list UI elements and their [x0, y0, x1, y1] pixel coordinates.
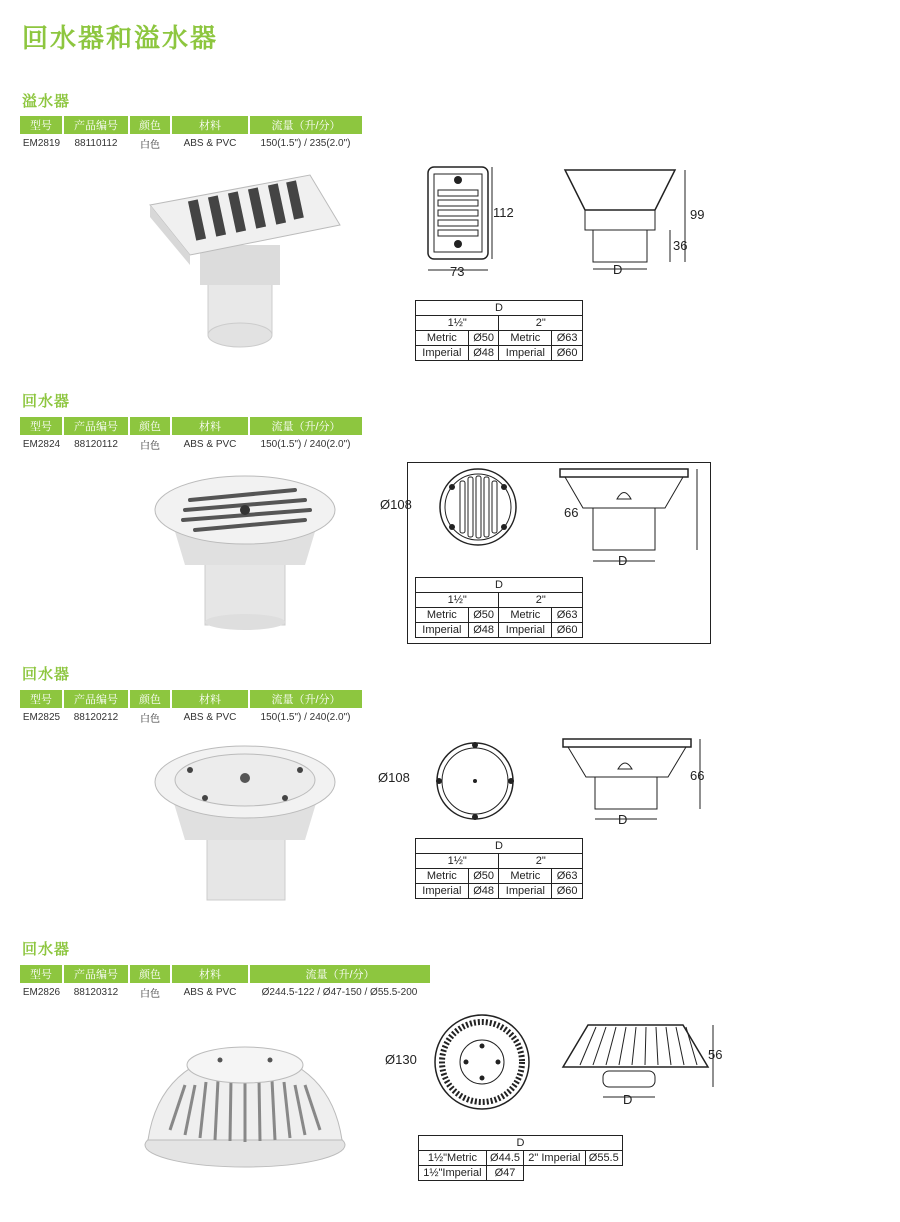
drawing-top-em2826	[425, 1012, 540, 1112]
cell-color: 白色	[140, 989, 160, 1000]
drawing-top-em2824	[430, 465, 530, 555]
dim-a-4: Ø130	[385, 1052, 417, 1067]
th-color: 颜色	[129, 116, 171, 134]
d4-r2b: Ø47	[486, 1166, 523, 1181]
th-code: 产品编号	[63, 965, 129, 983]
cell-code: 88120312	[73, 987, 119, 998]
th-material: 材料	[171, 417, 249, 435]
th-flow: 流量（升/分）	[249, 116, 362, 134]
cell-color: 白色	[140, 714, 160, 725]
th-flow: 流量（升/分）	[249, 965, 430, 983]
th-model: 型号	[20, 690, 63, 708]
d-table-1	[415, 300, 583, 361]
drawing-side-em2826	[558, 1015, 723, 1110]
drawing-top-em2819	[420, 162, 520, 287]
cell-model: EM2819	[22, 138, 61, 149]
th-material: 材料	[171, 116, 249, 134]
drawing-side-em2819	[560, 165, 700, 275]
th-color: 颜色	[129, 417, 171, 435]
d-table-head: D	[419, 1136, 623, 1151]
d-metric: Metric	[499, 608, 552, 623]
d4-empty	[524, 1166, 623, 1181]
dim-d-1: 36	[673, 238, 688, 253]
th-flow: 流量（升/分）	[249, 417, 362, 435]
d-imperial: Imperial	[499, 623, 552, 638]
table-row	[20, 435, 362, 452]
d-m2: Ø63	[552, 331, 583, 346]
cell-flow: 150(1.5") / 235(2.0")	[260, 138, 351, 149]
d-i1: Ø48	[468, 623, 499, 638]
spec-table-2	[20, 417, 362, 452]
cell-material: ABS & PVC	[183, 138, 237, 149]
dim-a-3: Ø108	[378, 770, 410, 785]
cell-material: ABS & PVC	[183, 712, 237, 723]
product-image-em2819	[140, 165, 350, 360]
cell-flow: Ø244.5-122 / Ø47-150 / Ø55.5-200	[261, 987, 418, 998]
drawing-side-em2825	[560, 737, 710, 832]
d-m2: Ø63	[552, 608, 583, 623]
d-m1: Ø50	[468, 869, 499, 884]
d-imperial: Imperial	[499, 346, 552, 361]
table-row	[20, 708, 362, 725]
dim-b-2: 66	[564, 505, 579, 520]
d-i2: Ø60	[552, 623, 583, 638]
d-i1: Ø48	[468, 884, 499, 899]
cell-model: EM2825	[22, 712, 61, 723]
d-size2: 2"	[499, 854, 583, 869]
d-imperial: Imperial	[416, 346, 469, 361]
d-metric: Metric	[499, 869, 552, 884]
d-i2: Ø60	[552, 346, 583, 361]
th-code: 产品编号	[63, 116, 129, 134]
th-flow: 流量（升/分）	[249, 690, 362, 708]
section-title-1: 溢水器	[22, 92, 71, 110]
th-material: 材料	[171, 690, 249, 708]
section-title-2: 回水器	[22, 392, 71, 410]
section-title-4: 回水器	[22, 940, 71, 958]
d-size1: 1½"	[416, 854, 499, 869]
th-code: 产品编号	[63, 417, 129, 435]
cell-color: 白色	[140, 140, 160, 151]
d4-r2a: 1½"Imperial	[419, 1166, 487, 1181]
d-size1: 1½"	[416, 593, 499, 608]
d4-r1a: 1½"Metric	[419, 1151, 487, 1166]
section-title-3: 回水器	[22, 665, 71, 683]
dim-b-3: 66	[690, 768, 705, 783]
th-model: 型号	[20, 965, 63, 983]
dim-a-2: Ø108	[380, 497, 412, 512]
d-metric: Metric	[416, 608, 469, 623]
product-image-em2826	[140, 1030, 350, 1170]
dim-b-4: 56	[708, 1047, 723, 1062]
d-table-4	[418, 1135, 623, 1181]
dim-e-4: D	[623, 1092, 633, 1107]
dim-c-1: 99	[690, 207, 705, 222]
dim-a-1: 112	[493, 205, 514, 220]
table-row	[20, 134, 362, 151]
dim-e-2: D	[618, 553, 628, 568]
spec-table-1	[20, 116, 362, 151]
d-table-head: D	[416, 578, 583, 593]
d-metric: Metric	[416, 869, 469, 884]
cell-code: 88110112	[74, 138, 118, 149]
cell-material: ABS & PVC	[183, 987, 237, 998]
d4-r1b: Ø44.5	[486, 1151, 523, 1166]
cell-flow: 150(1.5") / 240(2.0")	[260, 439, 351, 450]
cell-model: EM2824	[22, 439, 61, 450]
cell-code: 88120112	[74, 439, 118, 450]
th-model: 型号	[20, 116, 63, 134]
d-table-head: D	[416, 839, 583, 854]
product-image-em2824	[145, 470, 345, 630]
d-metric: Metric	[416, 331, 469, 346]
product-image-em2825	[145, 740, 345, 905]
th-model: 型号	[20, 417, 63, 435]
d-size1: 1½"	[416, 316, 499, 331]
dim-b-1: 73	[450, 264, 465, 279]
d-m1: Ø50	[468, 608, 499, 623]
cell-material: ABS & PVC	[183, 439, 237, 450]
th-color: 颜色	[129, 690, 171, 708]
th-code: 产品编号	[63, 690, 129, 708]
drawing-side-em2824	[555, 466, 705, 581]
d4-r1d: Ø55.5	[585, 1151, 622, 1166]
spec-table-3	[20, 690, 362, 725]
page-title: 回水器和溢水器	[22, 24, 219, 54]
d-table-2	[415, 577, 583, 638]
d-size2: 2"	[499, 316, 583, 331]
d-table-3	[415, 838, 583, 899]
d-i2: Ø60	[552, 884, 583, 899]
spec-table-4	[20, 965, 430, 1000]
drawing-top-em2825	[430, 737, 520, 827]
cell-model: EM2826	[22, 987, 61, 998]
th-material: 材料	[171, 965, 249, 983]
d-table-head: D	[416, 301, 583, 316]
cell-color: 白色	[140, 441, 160, 452]
d-size2: 2"	[499, 593, 583, 608]
dim-e-3: D	[618, 812, 628, 827]
d-imperial: Imperial	[499, 884, 552, 899]
d-imperial: Imperial	[416, 623, 469, 638]
d-i1: Ø48	[468, 346, 499, 361]
cell-code: 88120212	[73, 712, 119, 723]
d4-r1c: 2" Imperial	[524, 1151, 585, 1166]
d-metric: Metric	[499, 331, 552, 346]
d-m1: Ø50	[468, 331, 499, 346]
d-m2: Ø63	[552, 869, 583, 884]
table-row	[20, 983, 430, 1000]
th-color: 颜色	[129, 965, 171, 983]
cell-flow: 150(1.5") / 240(2.0")	[260, 712, 351, 723]
dim-e-1: D	[613, 262, 623, 277]
d-imperial: Imperial	[416, 884, 469, 899]
